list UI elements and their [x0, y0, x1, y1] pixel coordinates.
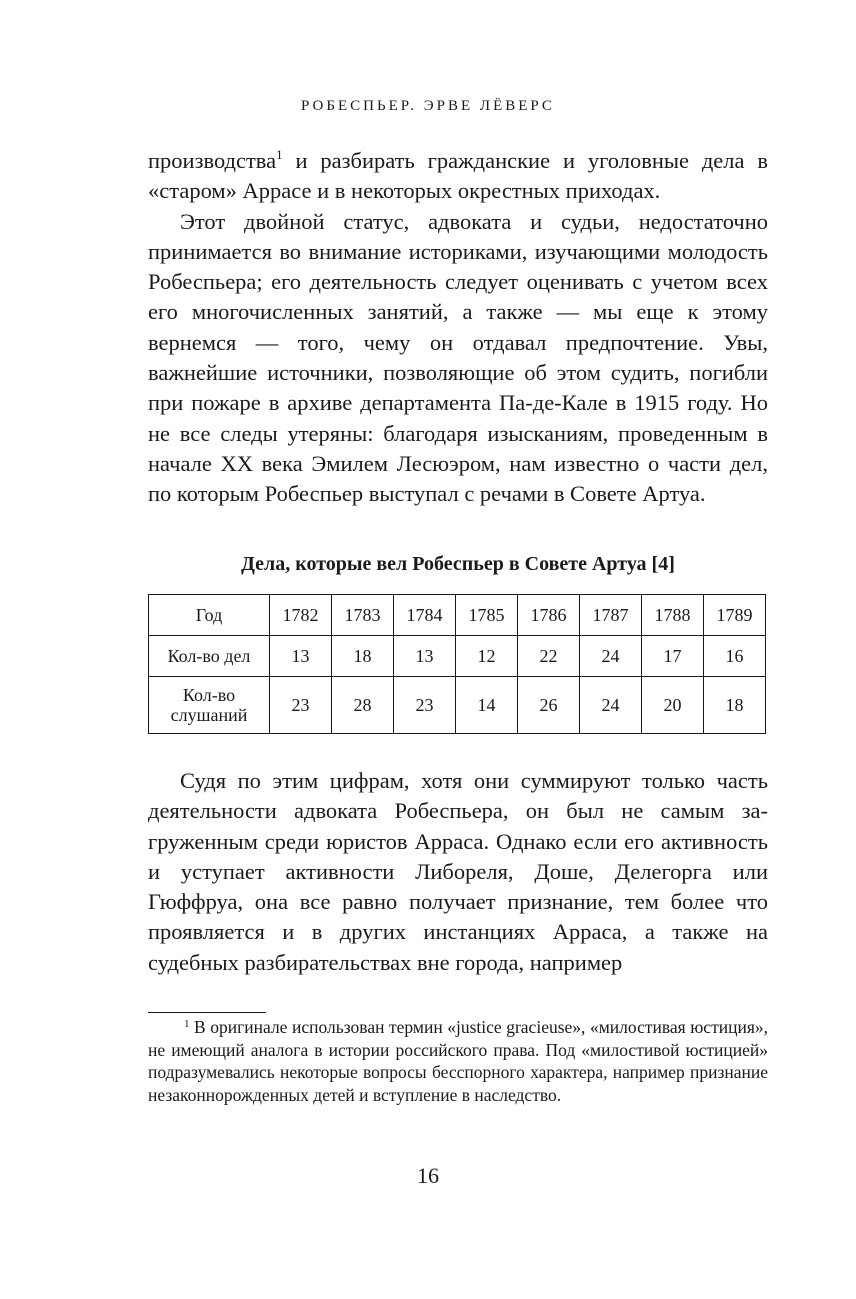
running-head: РОБЕСПЬЕР. ЭРВЕ ЛЁВЕРС [301, 98, 555, 114]
cell-year: 1785 [456, 595, 518, 636]
cell-cases: 18 [332, 636, 394, 677]
table-row-years [149, 595, 766, 636]
paragraph-1-start: производства [148, 148, 277, 173]
cell-hearings: 23 [270, 677, 332, 734]
cell-year: 1783 [332, 595, 394, 636]
cell-year: 1786 [518, 595, 580, 636]
paragraph-3: Судя по этим цифрам, хотя они суммируют только часть деятельности адвоката Робеспьера, он был не самым загруженным среди юристов Арраса. Однако если его активность и уступает активности Либореля, Доше, Делегорга или Гюффруа, она все равно получает признание, тем более что проявляется и в других инстанциях Арраса, а также на судебных разбирательствах вне города, например [148, 768, 768, 975]
cell-year: 1788 [642, 595, 704, 636]
cell-cases: 12 [456, 636, 518, 677]
cell-cases: 22 [518, 636, 580, 677]
row-header-cases: Кол-во дел [149, 636, 270, 677]
cell-cases: 13 [394, 636, 456, 677]
cell-hearings: 26 [518, 677, 580, 734]
footnote-text: В оригинале использован термин «justice gracieuse», «милостивая юстиция», не имеющий аналога в истории российского права. Под «милостивой юстицией» подразумевались некоторые вопросы бесспорного характера, например признание незаконнорожденных детей и вступление в наследство. [148, 1017, 768, 1105]
table-row-hearings [149, 677, 766, 734]
footnote-ref[interactable]: 1 [276, 147, 283, 162]
cell-hearings: 23 [394, 677, 456, 734]
cell-hearings: 14 [456, 677, 518, 734]
cell-year: 1787 [580, 595, 642, 636]
row-header-hearings: Кол-во слушаний [149, 677, 270, 734]
cell-hearings: 24 [580, 677, 642, 734]
cell-year: 1782 [270, 595, 332, 636]
row-header-year: Год [149, 595, 270, 636]
cell-cases: 16 [704, 636, 766, 677]
body-text-top [148, 146, 768, 510]
cell-cases: 13 [270, 636, 332, 677]
cell-year: 1789 [704, 595, 766, 636]
cell-year: 1784 [394, 595, 456, 636]
cases-table [148, 594, 766, 734]
table-row-cases [149, 636, 766, 677]
page-number: 16 [417, 1163, 439, 1188]
cell-hearings: 28 [332, 677, 394, 734]
footnote-marker: 1 [184, 1018, 190, 1030]
cell-hearings: 18 [704, 677, 766, 734]
cell-cases: 24 [580, 636, 642, 677]
paragraph-1 [148, 146, 768, 207]
cell-cases: 17 [642, 636, 704, 677]
paragraph-2: Этот двойной статус, адвоката и судьи, недостаточно принимается во внимание историками, изучающими молодость Робеспьера; его деятельность следует оценивать с учетом всех его многочисленных занятий, а также — мы еще к этому вернемся — того, чему он отдавал предпочтение. Увы, важнейшие источники, позволяющие об этом судить, погибли при пожаре в архиве департамента Па-де-Кале в 1915 году. Но не все следы утеряны: благодаря изысканиям, проведенным в начале XX века Эмилем Лесюэром, нам известно о части дел, по которым Робеспьер выступал с речами в Совете Артуа. [148, 208, 768, 507]
footnote-rule [148, 1012, 266, 1013]
paragraph-1-rest: и разбирать гражданские и уголовные дела в «старом» Аррасе и в некоторых окрестных приходах. [148, 148, 768, 204]
table-title: Дела, которые вел Робеспьер в Совете Артуа [4] [241, 553, 675, 575]
cell-hearings: 20 [642, 677, 704, 734]
body-text-bottom [148, 766, 768, 978]
footnote [148, 1016, 768, 1106]
